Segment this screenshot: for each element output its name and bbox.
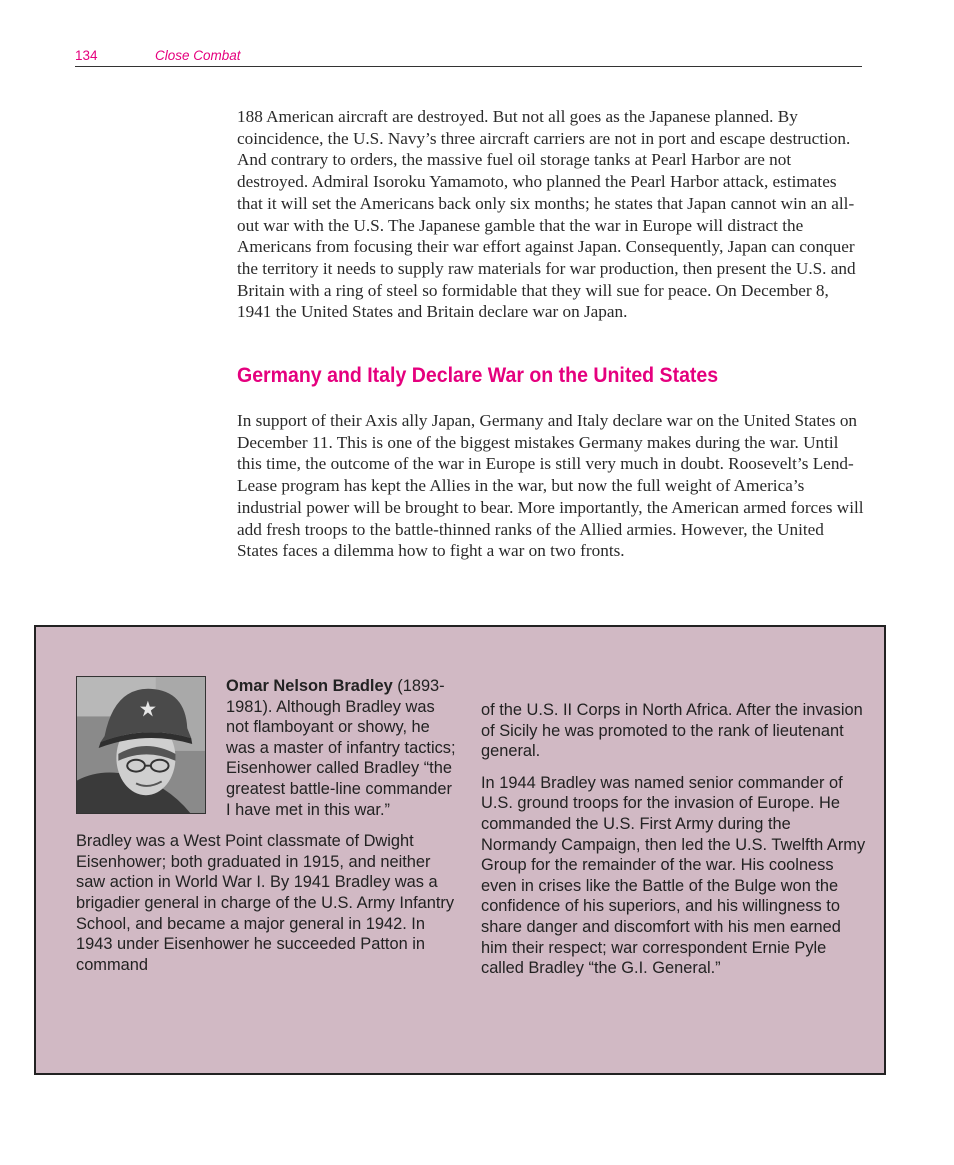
sidebar-column-left bbox=[76, 676, 456, 986]
page-number: 134 bbox=[75, 48, 98, 63]
bio-paragraph-2: Bradley was a West Point classmate of Dwight Eisenhower; both graduated in 1915, and neither saw action in World War I. By 1941 Bradley was a brigadier general in charge of the U.S. Army Infantry School, and became a major general in 1942. In 1943 under Eisenhower he succeeded Patton in command bbox=[76, 832, 455, 974]
page-header bbox=[75, 46, 862, 67]
portrait-image bbox=[77, 677, 205, 813]
running-title: Close Combat bbox=[155, 48, 241, 63]
bio-paragraph-4: In 1944 Bradley was named senior commander of U.S. ground troops for the invasion of Europe. He commanded the U.S. First Army during the Normandy Campaign, then led the U.S. Twelfth Army Group for the remainder of the war. His coolness even in crises like the Battle of the Bulge won the confidence of his superiors, and his willingness to share danger and discomfort with his men earned him their respect; war correspondent Ernie Pyle called Bradley “the G.I. General.” bbox=[481, 773, 866, 978]
portrait-photo bbox=[76, 676, 206, 814]
bio-paragraph-3: of the U.S. II Corps in North Africa. After the invasion of Sicily he was promoted to the rank of lieutenant general. bbox=[481, 701, 863, 761]
bio-intro-text: (1893-1981). Although Bradley was not flamboyant or showy, he was a master of infantry tactics; Eisenhower called Bradley “the greatest battle-line commander I have met in this war.” bbox=[226, 677, 456, 819]
sidebar-column-right bbox=[481, 700, 866, 990]
body-paragraph-1: 188 American aircraft are destroyed. But not all goes as the Japanese planned. By coincidence, the U.S. Navy’s three aircraft carriers are not in port and escape destruction. And contrary to orders, the massive fuel oil storage tanks at Pearl Harbor are not destroyed. Admiral Isoroku Yamamoto, who planned the Pearl Harbor attack, estimates that it will set the Americans back only six months; he states that Japan cannot win an all-out war with the U.S. The Japanese gamble that the war in Europe will distract the Americans from focusing their war effort against Japan. Consequently, Japan can conquer the territory it needs to supply raw materials for war production, then present the U.S. and Britain with a ring of steel so formidable that they will sue for peace. On December 8, 1941 the United States and Britain declare war on Japan. bbox=[237, 107, 856, 322]
biography-sidebar bbox=[34, 625, 886, 1075]
body-paragraph-2: In support of their Axis ally Japan, Germany and Italy declare war on the United States on December 11. This is one of the biggest mistakes Germany makes during the war. Until this time, the outcome of the war in Europe is still very much in doubt. Roosevelt’s Lend-Lease program has kept the Allies in the war, but now the full weight of America’s industrial power will be brought to bear. More importantly, the American armed forces will add fresh troops to the battle-thinned ranks of the Allied armies. However, the United States faces a dilemma how to fight a war on two fronts. bbox=[237, 411, 864, 561]
bio-name: Omar Nelson Bradley bbox=[226, 677, 393, 695]
section-heading: Germany and Italy Declare War on the United States bbox=[237, 364, 719, 387]
